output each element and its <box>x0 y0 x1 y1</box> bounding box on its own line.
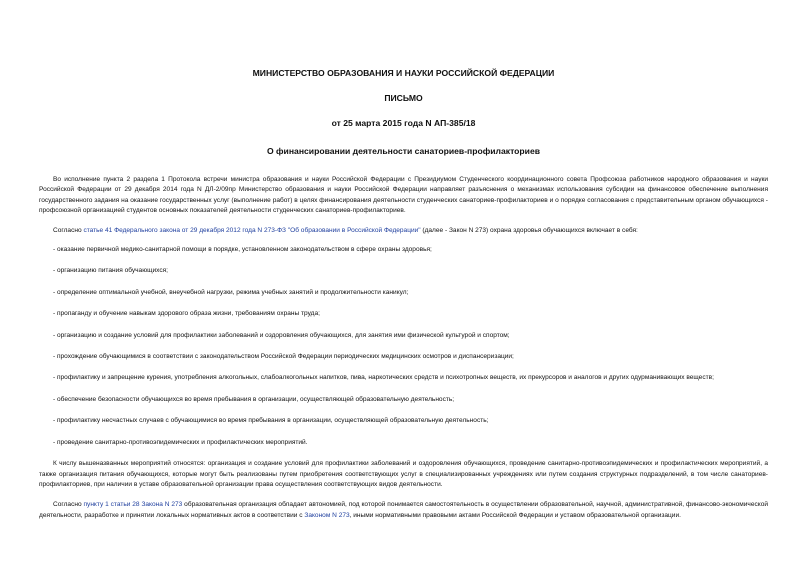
list-item: - пропаганду и обучение навыкам здорового образа жизни, требованиям охраны труда; <box>53 310 320 318</box>
para4-prefix: Согласно <box>53 501 84 509</box>
list-item: - профилактику и запрещение курения, употребления алкогольных, слабоалкогольных напитков, пива, наркотических средств и психотропных веществ, их прекурсоров и аналогов и других одурманивающих веществ; <box>53 374 714 382</box>
health-protection-paragraph <box>39 226 768 236</box>
letter-subject: О финансировании деятельности санаториев-профилакториев <box>266 146 541 156</box>
list-item: - оказание первичной медико-санитарной помощи в порядке, установленном законодательством в сфере охраны здоровья; <box>53 246 432 254</box>
para2-prefix: Согласно <box>53 226 84 234</box>
autonomy-paragraph <box>39 500 768 521</box>
letter-type: ПИСЬМО <box>384 93 423 103</box>
list-item: - организацию и создание условий для профилактики заболеваний и оздоровления обучающихся, для занятия ими физической культурой и спортом; <box>53 331 510 339</box>
law-273-link[interactable]: Законом N 273 <box>304 511 350 519</box>
measures-paragraph: К числу вышеназванных мероприятий относятся: организация и создание условий для профилактики заболеваний и оздоровления обучающихся, проведение санитарно-противоэпидемических и профилактических мероприятий, а также организация питания обучающихся, которые могут быть реализованы путем приобретения соответствующих услуг в специализированных учреждениях или путем создания структурных подразделений, в том числе санаториев-профилакториев, при наличии в уставе образовательной организации права осуществления соответствующих видов деятельности. <box>39 460 768 488</box>
para4-suffix: , иными нормативными правовыми актами Российской Федерации и уставом образовательной организации. <box>349 511 681 519</box>
intro-paragraph: Во исполнение пункта 2 раздела 1 Протокола встречи министра образования и науки Российской Федерации с Президиумом Студенческого координационного совета Профсоюза работников народного образования и науки Российской Федерации от 29 декабря 2014 года N ДЛ-2/09пр Министерство образования и науки Российской Федерации направляет разъяснения о механизмах использования субсидии на финансовое обеспечение выполнения государственного задания на оказание государственных услуг (выполнение работ) в целях финансирования деятельности студенческих санаториев-профилакториев и о порядке согласования с представительным органом обучающихся - профсоюзной организацией студентов основных показателей деятельности студенческих санаториев-профилакториев. <box>39 176 768 215</box>
list-item: - профилактику несчастных случаев с обучающимися во время пребывания в организации, осуществляющей образовательную деятельность; <box>53 417 489 425</box>
list-item: - организацию питания обучающихся; <box>53 267 168 275</box>
ministry-title: МИНИСТЕРСТВО ОБРАЗОВАНИЯ И НАУКИ РОССИЙСКОЙ ФЕДЕРАЦИИ <box>252 68 555 78</box>
list-item: - проведение санитарно-противоэпидемических и профилактических мероприятий. <box>53 438 308 446</box>
list-item: - определение оптимальной учебной, внеучебной нагрузки, режима учебных занятий и продолжительности каникул; <box>53 288 409 296</box>
law-273-article-28-link[interactable]: пункту 1 статьи 28 Закона N 273 <box>83 501 183 509</box>
list-item: - обеспечение безопасности обучающихся во время пребывания в организации, осуществляющей образовательную деятельность; <box>53 395 455 403</box>
para2-suffix: (далее - Закон N 273) охрана здоровья обучающихся включает в себя: <box>420 226 638 234</box>
para4-middle: образовательная организация обладает автономией, под которой понимается самостоятельность в осуществлении образовательной, научной, административной, финансово-экономической деятельности, разработке и принятии локальных нормативных актов в соответствии с <box>39 501 768 519</box>
list-item: - прохождение обучающимися в соответствии с законодательством Российской Федерации периодических медицинских осмотров и диспансеризации; <box>53 353 514 361</box>
law-273-article-41-link[interactable]: статье 41 Федерального закона от 29 декабря 2012 года N 273-ФЗ "Об образовании в Российской Федерации" <box>83 226 421 234</box>
letter-date-number: от 25 марта 2015 года N АП-385/18 <box>331 118 476 128</box>
